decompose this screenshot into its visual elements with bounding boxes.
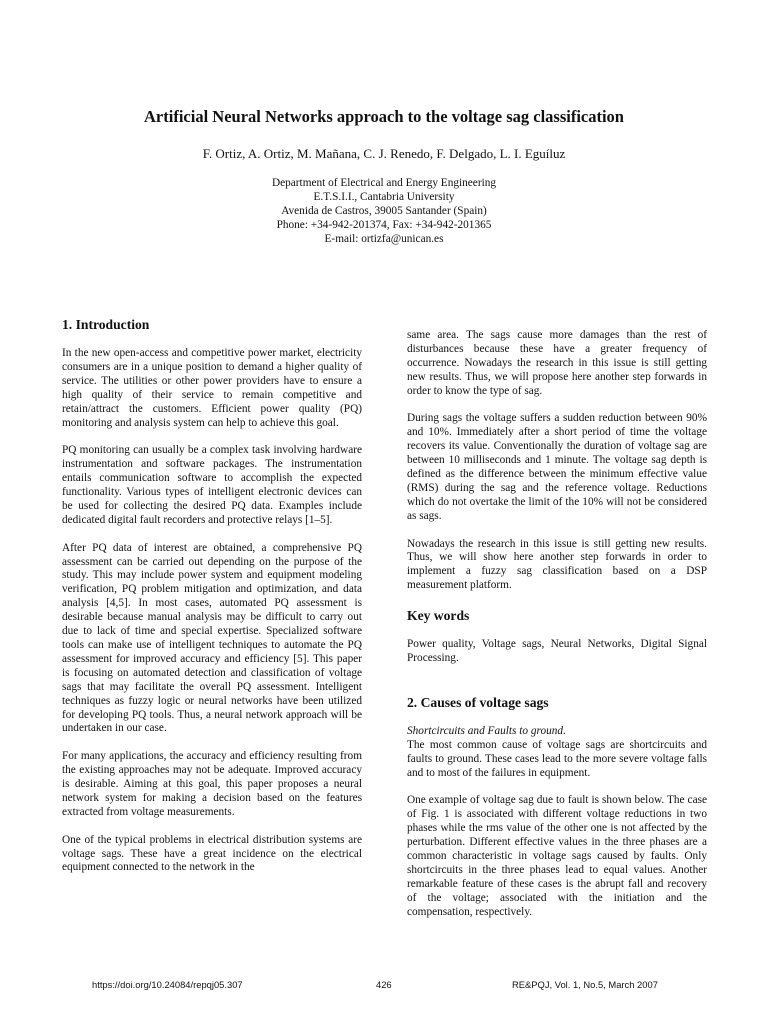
affiliation-block xyxy=(0,176,768,246)
paper-title: Artificial Neural Networks approach to the voltage sag classification xyxy=(144,107,624,126)
subsection-heading: Shortcircuits and Faults to ground. xyxy=(407,724,566,737)
right-column xyxy=(407,329,707,933)
section-heading-introduction: 1. Introduction xyxy=(62,317,150,332)
intro-paragraph: PQ monitoring can usually be a complex task involving hardware instrumentation and software packages. The instrumentation entails communication software to accomplish the expected functionality. Various types of intelligent electronic devices can be used for collecting the desired PQ data. Examples include dedicated digital fault recorders and protective relays [1–5]. xyxy=(62,444,362,526)
affiliation-email: E-mail: ortizfa@unican.es xyxy=(324,233,444,245)
affiliation-phone: Phone: +34-942-201374, Fax: +34-942-201365 xyxy=(276,219,492,231)
intro-paragraph: In the new open-access and competitive power market, electricity consumers are in a unique position to demand a higher quality of service. The utilities or other power providers have to ensure a high quality of their service to remain competitive and retain/attract the customers. Efficient power quality (PQ) monitoring and analysis system can help to achieve this goal. xyxy=(62,347,362,429)
intro-paragraph: One of the typical problems in electrical distribution systems are voltage sags. These have a great incidence on the electrical equipment connected to the network in the xyxy=(62,833,362,874)
body-paragraph: The most common cause of voltage sags are shortcircuits and faults to ground. These cases lead to the more severe voltage falls and to most of the failures in equipment. xyxy=(407,738,707,779)
body-paragraph: One example of voltage sag due to fault is shown below. The case of Fig. 1 is associated with different voltage reductions in two phases while the rms value of the other one is not affected by the perturbation. Different effective values in the three phases are a common characteristic in voltage sags caused by faults. Only shortcircuits in the three phases lead to equal values. Another remarkable feature of these cases is the abrupt fall and recovery of the voltage; associated with the initiation and the compensation, respectively. xyxy=(407,794,707,918)
intro-paragraph: For many applications, the accuracy and efficiency resulting from the existing approaches may not be adequate. Improved accuracy is desirable. Aiming at this goal, this paper proposes a neural network system for making a decision based on the features extracted from voltage measurements. xyxy=(62,750,362,818)
page-footer xyxy=(0,979,768,993)
intro-paragraph: After PQ data of interest are obtained, a comprehensive PQ assessment can be carried out depending on the purpose of the study. This may include power system and equipment modeling verification, PQ problem mitigation and optimization, and data analysis [4,5]. In most cases, automated PQ assessment is desirable because manual analysis may be difficult to carry out due to lack of time and special expertise. Specialized software tools can make use of intelligent techniques to automate the PQ assessment for improved accuracy and efficiency [5]. This paper is focusing on automated detection and classification of voltage sags that may facilitate the overall PQ assessment. Intelligent techniques as fuzzy logic or neural networks have been utilized for developing PQ tools. Thus, a neural network approach will be undertaken in our case. xyxy=(62,541,362,735)
left-column xyxy=(62,316,362,889)
journal-citation: RE&PQJ, Vol. 1, No.5, March 2007 xyxy=(512,979,658,990)
body-paragraph: same area. The sags cause more damages than the rest of disturbances because these have a greater frequency of occurrence. Nowadays the research in this issue is still getting new results. Thus, we will propose here another step forwards in order to know the type of sag. xyxy=(407,329,707,397)
affiliation-department: Department of Electrical and Energy Engineering xyxy=(271,177,497,189)
author-list: F. Ortiz, A. Ortiz, M. Mañana, C. J. Renedo, F. Delgado, L. I. Eguíluz xyxy=(202,146,566,161)
affiliation-university: E.T.S.I.I., Cantabria University xyxy=(313,191,455,203)
keywords-heading: Key words xyxy=(407,608,470,624)
section-heading-causes: 2. Causes of voltage sags xyxy=(407,694,549,710)
affiliation-address: Avenida de Castros, 39005 Santander (Spain) xyxy=(281,205,487,217)
page-number: 426 xyxy=(376,979,392,990)
body-paragraph: During sags the voltage suffers a sudden reduction between 90% and 10%. Immediately after a short period of time the voltage recovers its value. Conventionally the duration of voltage sag are between 10 milliseconds and 1 minute. The voltage sag depth is defined as the difference between the minimum effective value (RMS) during the sag and the reference voltage. Reductions which do not overtake the limit of the 10% will not be considered as sags. xyxy=(407,412,707,522)
doi-link[interactable]: https://doi.org/10.24084/repqj05.307 xyxy=(92,979,243,990)
keywords-text: Power quality, Voltage sags, Neural Networks, Digital Signal Processing. xyxy=(407,638,707,664)
body-paragraph: Nowadays the research in this issue is still getting new results. Thus, we will show here another step forwards in order to implement a fuzzy sag classification based on a DSP measurement platform. xyxy=(407,537,707,592)
